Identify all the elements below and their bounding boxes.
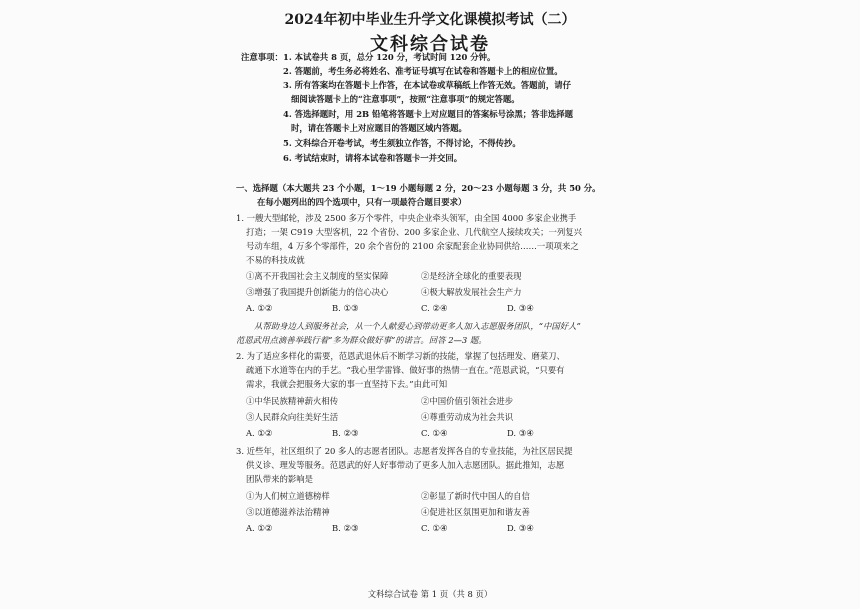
note-item-4-cont: 时，请在答题卡上对应题目的答题区域内答题。 (291, 123, 467, 133)
question-2-line-1: 2. 为了适应多样化的需要，范恩武退休后不断学习新的技能，掌握了包括理发、磨菜刀、 (236, 351, 565, 361)
intro-line-2: 范恩武用点滴善举践行着“多为群众做好事”的诺言。回答 2—3 题。 (236, 335, 487, 345)
question-3-option-1: ①为人们树立道德榜样 (246, 491, 330, 501)
question-2-option-3: ③人民群众向往美好生活 (246, 412, 339, 422)
question-1-choice-b: B. ①③ (332, 303, 359, 313)
question-2-line-3: 需求，我就会把服务大家的事一直坚持下去。”由此可知 (246, 379, 448, 389)
notes-label: 注意事项： (241, 52, 283, 62)
question-3-option-3: ③以道德滋养法治精神 (246, 507, 330, 517)
note-item-2: 2. 答题前，考生务必将姓名、准考证号填写在试卷和答题卡上的相应位置。 (283, 66, 563, 76)
question-1-choice-c: C. ②④ (421, 303, 448, 313)
question-1-option-2: ②是经济全球化的重要表现 (421, 271, 522, 281)
note-item-4: 4. 答选择题时，用 2B 铅笔将答题卡上对应题目的答案标号涂黑；答非选择题 (283, 109, 574, 119)
question-2-choice-c: C. ①④ (421, 428, 448, 438)
exam-title: 2024年初中毕业生升学文化课模拟考试（二） (284, 12, 576, 28)
question-1-line-3: 号动车组，4 万多个零部件，20 余个省份的 2100 余家配套企业协同供给……一项项来之 (246, 241, 579, 251)
question-2-option-4: ④尊重劳动成为社会共识 (421, 412, 514, 422)
question-1-option-3: ③增强了我国提升创新能力的信心决心 (246, 287, 389, 297)
question-3-line-2: 供义诊、理发等服务。范恩武的好人好事带动了更多人加入志愿团队。据此推知，志愿 (246, 460, 565, 470)
question-1-line-2: 打造；一架 C919 大型客机，22 个省份、200 多家企业、几代航空人接续攻关；一列复兴 (246, 227, 583, 237)
note-item-3-cont: 细阅读答题卡上的“注意事项”，按照“注意事项”的规定答题。 (291, 94, 520, 104)
question-3-choice-d: D. ③④ (507, 523, 534, 533)
question-1-option-1: ①离不开我国社会主义制度的坚实保障 (246, 271, 389, 281)
question-2-line-2: 疏通下水道等在内的手艺。“我心里学雷锋、做好事的热情一直在。”范恩武说，“只要有 (246, 365, 565, 375)
question-3-line-1: 3. 近些年，社区组织了 20 多人的志愿者团队。志愿者发挥各自的专业技能，为社区居民提 (236, 446, 573, 456)
question-3-choice-b: B. ②③ (332, 523, 359, 533)
question-2-choice-b: B. ②③ (332, 428, 359, 438)
question-3-option-2: ②彰显了新时代中国人的自信 (421, 491, 530, 501)
question-1-choice-a: A. ①② (246, 303, 273, 313)
section-heading: 一、选择题（本大题共 23 个小题，1～19 小题每题 2 分，20～23 小题每题 3 分，共 50 分。 (236, 183, 601, 193)
question-2-choice-a: A. ①② (246, 428, 273, 438)
note-item-1: 1. 本试卷共 8 页，总分 120 分，考试时间 120 分钟。 (283, 52, 496, 62)
question-3-choice-c: C. ①④ (421, 523, 448, 533)
question-2-option-1: ①中华民族精神薪火相传 (246, 396, 339, 406)
question-2-choice-d: D. ③④ (507, 428, 534, 438)
question-1-line-1: 1. 一艘大型邮轮，涉及 2500 多万个零件，中央企业牵头领军，由全国 4000 多家企业携手 (236, 213, 577, 223)
page-footer: 文科综合试卷 第 1 页（共 8 页） (367, 589, 493, 599)
question-3-line-3: 团队带来的影响是 (246, 474, 313, 484)
question-1-choice-d: D. ③④ (507, 303, 534, 313)
question-3-choice-a: A. ①② (246, 523, 273, 533)
intro-line-1: 从帮助身边人到服务社会，从一个人献爱心到带动更多人加入志愿服务团队，“中国好人” (254, 321, 581, 331)
question-1-line-4: 不易的科技成就 (246, 255, 305, 265)
note-item-5: 5. 文科综合开卷考试，考生须独立作答，不得讨论，不得传抄。 (283, 138, 521, 148)
note-item-6: 6. 考试结束时，请将本试卷和答题卡一并交回。 (283, 153, 463, 163)
exam-subtitle: 文科综合试卷 (370, 34, 490, 55)
question-1-option-4: ④极大解放发展社会生产力 (421, 287, 522, 297)
note-item-3: 3. 所有答案均在答题卡上作答，在本试卷或草稿纸上作答无效。答题前，请仔 (283, 80, 572, 90)
question-3-option-4: ④促进社区氛围更加和谐友善 (421, 507, 530, 517)
section-instruction: 在每小题列出的四个选项中，只有一项最符合题目要求） (257, 197, 467, 207)
question-2-option-2: ②中国价值引领社会进步 (421, 396, 514, 406)
